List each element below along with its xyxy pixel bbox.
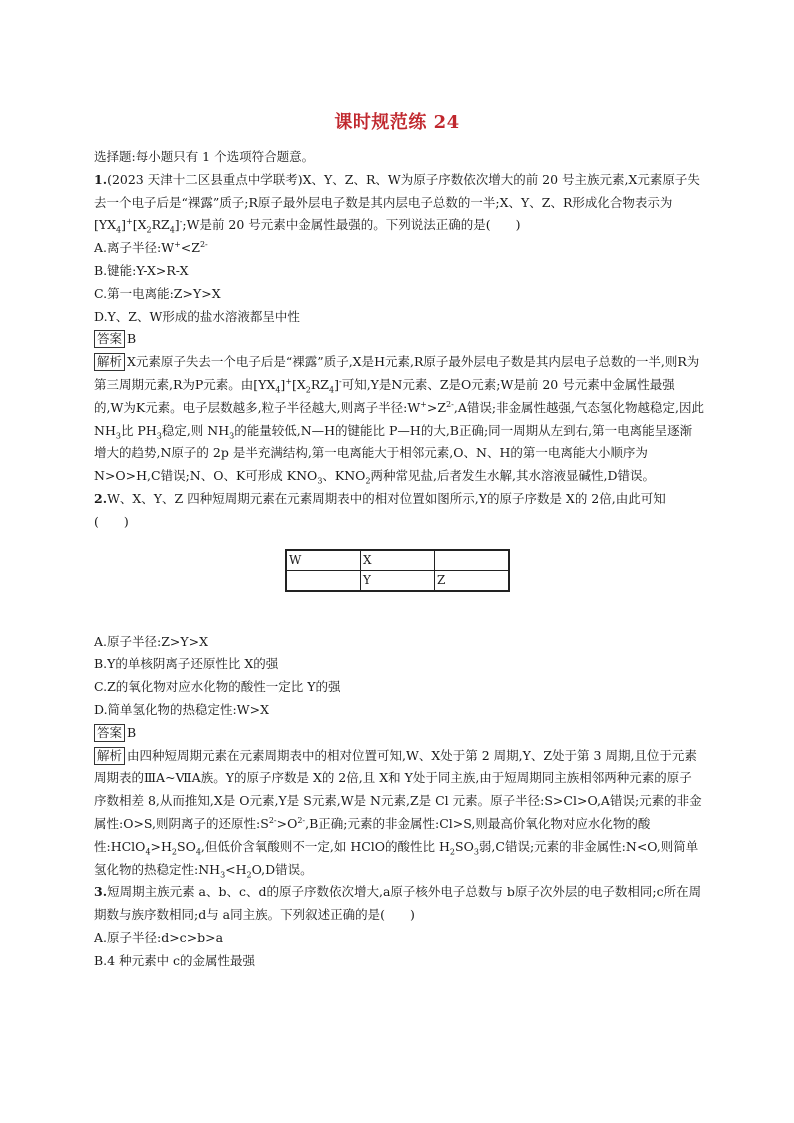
- explanation-text: ,B正确;元素的非金属性:Cl>S,则最高价氧化物对应水化物的酸性:HClO: [94, 815, 651, 854]
- question-2-answer: [94, 722, 704, 745]
- explanation-text: >Z: [426, 399, 447, 415]
- superscript: -: [338, 376, 342, 386]
- superscript: 2-: [446, 399, 454, 409]
- explanation-text: ,但低价含氧酸则不一定,如 HClO的酸性比 H: [200, 838, 450, 854]
- stem-text: ]: [174, 217, 180, 233]
- explanation-tag: 解析: [94, 353, 125, 371]
- stem-text: 短周期主族元素 a、b、c、d的原子序数依次增大,a原子核外电子总数与 b原子次外层的电子数相同;c所在周期数与族序数相同;d与 a同主族。下列叙述正确的是( ): [94, 884, 702, 923]
- option-text: A.离子半径:W: [94, 240, 175, 256]
- superscript: +: [420, 399, 427, 409]
- answer-value: B: [127, 724, 137, 740]
- explanation-tag: 解析: [94, 747, 125, 765]
- answer-tag: 答案: [94, 330, 125, 348]
- subscript: 2: [246, 870, 252, 880]
- subscript: 2: [449, 847, 456, 857]
- explanation-text: 弱,C错误;元素的非金属性:N<O,则简单氢化物的热稳定性:NH: [94, 838, 699, 877]
- explanation-text: >O: [276, 815, 298, 831]
- question-number: 3.: [94, 884, 108, 900]
- table-cell: Z: [435, 570, 510, 591]
- table-cell: [435, 550, 510, 571]
- table-cell: [286, 570, 361, 591]
- question-1-option-a: [94, 237, 704, 260]
- superscript: +: [285, 376, 293, 386]
- explanation-text: >H: [150, 838, 172, 854]
- explanation-text: 稳定,则 NH: [161, 422, 230, 438]
- answer-tag: 答案: [94, 724, 125, 742]
- explanation-text: ]: [280, 376, 286, 392]
- subscript: 3: [229, 431, 235, 441]
- question-2-option-d: D.简单氢化物的热稳定性:W>X: [94, 701, 269, 717]
- explanation-text: <H: [225, 861, 247, 877]
- explanation-text: X元素原子失去一个电子后是“裸露”质子,X是H元素,R原子最外层电子数是其内层电子总数的一半,则R为第三周期元素,R为P元素。由[YX: [94, 354, 700, 392]
- answer-value: B: [127, 331, 137, 347]
- question-1-explanation: [94, 351, 704, 488]
- table-row: [286, 550, 509, 571]
- subscript: 4: [275, 385, 281, 395]
- option-text: <Z: [180, 240, 200, 256]
- stem-text: RZ: [151, 217, 170, 233]
- periodic-table: [285, 549, 510, 592]
- explanation-text: [X: [292, 376, 306, 392]
- superscript: -: [179, 217, 183, 227]
- table-cell: W: [286, 550, 361, 571]
- question-1-option-d: D.Y、Z、W形成的盐水溶液都呈中性: [94, 308, 300, 324]
- explanation-text: RZ: [310, 376, 329, 392]
- page-title: 课时规范练 24: [334, 112, 460, 133]
- explanation-text: ,A错误;非金属性越强,气态氢化物越稳定,因此 NH: [94, 399, 705, 438]
- table-cell: Y: [361, 570, 435, 591]
- question-2-option-c: C.Z的氧化物对应水化物的酸性一定比 Y的强: [94, 679, 341, 695]
- question-1-option-c: C.第一电离能:Z>Y>X: [94, 285, 221, 301]
- explanation-text: 可知,Y是N元素、Z是O元素;W是前 20 号元素中金属性最强的,W为K元素。电子层数越多,粒子半径越大,则离子半径:W: [94, 376, 675, 415]
- stem-text: [X: [132, 217, 147, 233]
- explanation-text: SO: [177, 838, 196, 854]
- question-3-option-b: B.4 种元素中 c的金属性最强: [94, 952, 256, 968]
- subscript: 3: [220, 870, 226, 880]
- subscript: 4: [169, 225, 175, 235]
- subscript: 3: [156, 431, 162, 441]
- stem-text: ]: [121, 217, 127, 233]
- superscript: 2-: [199, 240, 208, 250]
- explanation-text: 、KNO: [322, 468, 366, 484]
- question-3-option-a: A.原子半径:d>c>b>a: [94, 929, 224, 945]
- superscript: 2-: [268, 815, 277, 825]
- explanation-text: 由四种短周期元素在元素周期表中的相对位置可知,W、X处于第 2 周期,Y、Z处于第 3 周期,且位于元素周期表的ⅢA~ⅦA族。Y的原子序数是 X的 2倍,且 X和 Y处于同主族,由于短周期同主族相邻两种元素的原子序数相差 8,从而推知,X是 O元素,Y是 S元素,W是 N元素,Z是 Cl 元素。原子半径:S>Cl>O,A错误;元素的非金属性:O>S,则阴离子的还原性:S: [94, 747, 702, 831]
- explanation-text: O,D错误。: [251, 861, 313, 877]
- question-2-stem: [94, 488, 741, 534]
- question-2-explanation: [94, 745, 704, 882]
- question-1-option-b: B.键能:Y-X>R-X: [94, 262, 189, 278]
- question-2-option-a: A.原子半径:Z>Y>X: [94, 633, 208, 649]
- instructions: 选择题:每小题只有 1 个选项符合题意。: [94, 149, 315, 164]
- subscript: 2: [365, 476, 371, 486]
- subscript: 3: [317, 476, 323, 486]
- explanation-text: 的能量较低,N—H的键能比 P—H的大,B正确;同一周期从左到右,第一电离能呈逐渐增大的趋势,N原子的 2p 是半充满结构,第一电离能大于相邻元素,O、N、H的第一电离能大小顺序为 N>O>H,C错误;N、O、K可形成 KNO: [94, 422, 693, 484]
- explanation-text: ]: [334, 376, 339, 392]
- superscript: +: [174, 240, 181, 250]
- question-3-stem: [94, 881, 704, 927]
- stem-text: ;W是前 20 号元素中金属性最强的。下列说法正确的是( ): [182, 217, 521, 233]
- subscript: 2: [305, 385, 311, 395]
- subscript: 3: [473, 847, 479, 857]
- question-1-stem: [94, 169, 704, 237]
- subscript: 2: [146, 225, 152, 235]
- superscript: +: [126, 217, 133, 227]
- stem-text: (2023 天津十二区县重点中学联考)X、Y、Z、R、W为原子序数依次增大的前 20 号主族元素,X元素原子失去一个电子后是“裸露”质子;R原子最外层电子数是其内层电子总数的一半;X、Y、Z、R形成化合物表示为[YX: [94, 171, 700, 233]
- subscript: 2: [171, 847, 177, 857]
- explanation-text: 两种常见盐,后者发生水解,其水溶液显碱性,D错误。: [370, 468, 655, 484]
- subscript: 4: [195, 847, 201, 857]
- explanation-text: 比 PH: [120, 422, 157, 438]
- question-number: 1.: [94, 171, 108, 187]
- explanation-text: SO: [455, 838, 474, 854]
- periodic-table-figure: [94, 549, 704, 609]
- question-number: 2.: [94, 490, 108, 506]
- question-2-option-b: B.Y的单核阴离子还原性比 X的强: [94, 656, 279, 672]
- subscript: 3: [115, 431, 121, 441]
- exercise-content: [94, 146, 741, 973]
- subscript: 4: [329, 385, 335, 395]
- stem-text: W、X、Y、Z 四种短周期元素在元素周期表中的相对位置如图所示,Y的原子序数是 X的 2倍,由此可知 ( ): [94, 490, 741, 529]
- table-cell: X: [361, 550, 435, 571]
- subscript: 4: [145, 847, 151, 857]
- subscript: 4: [116, 225, 122, 235]
- table-row: [286, 570, 509, 591]
- question-1-answer: [94, 328, 704, 351]
- superscript: 2-: [297, 815, 306, 825]
